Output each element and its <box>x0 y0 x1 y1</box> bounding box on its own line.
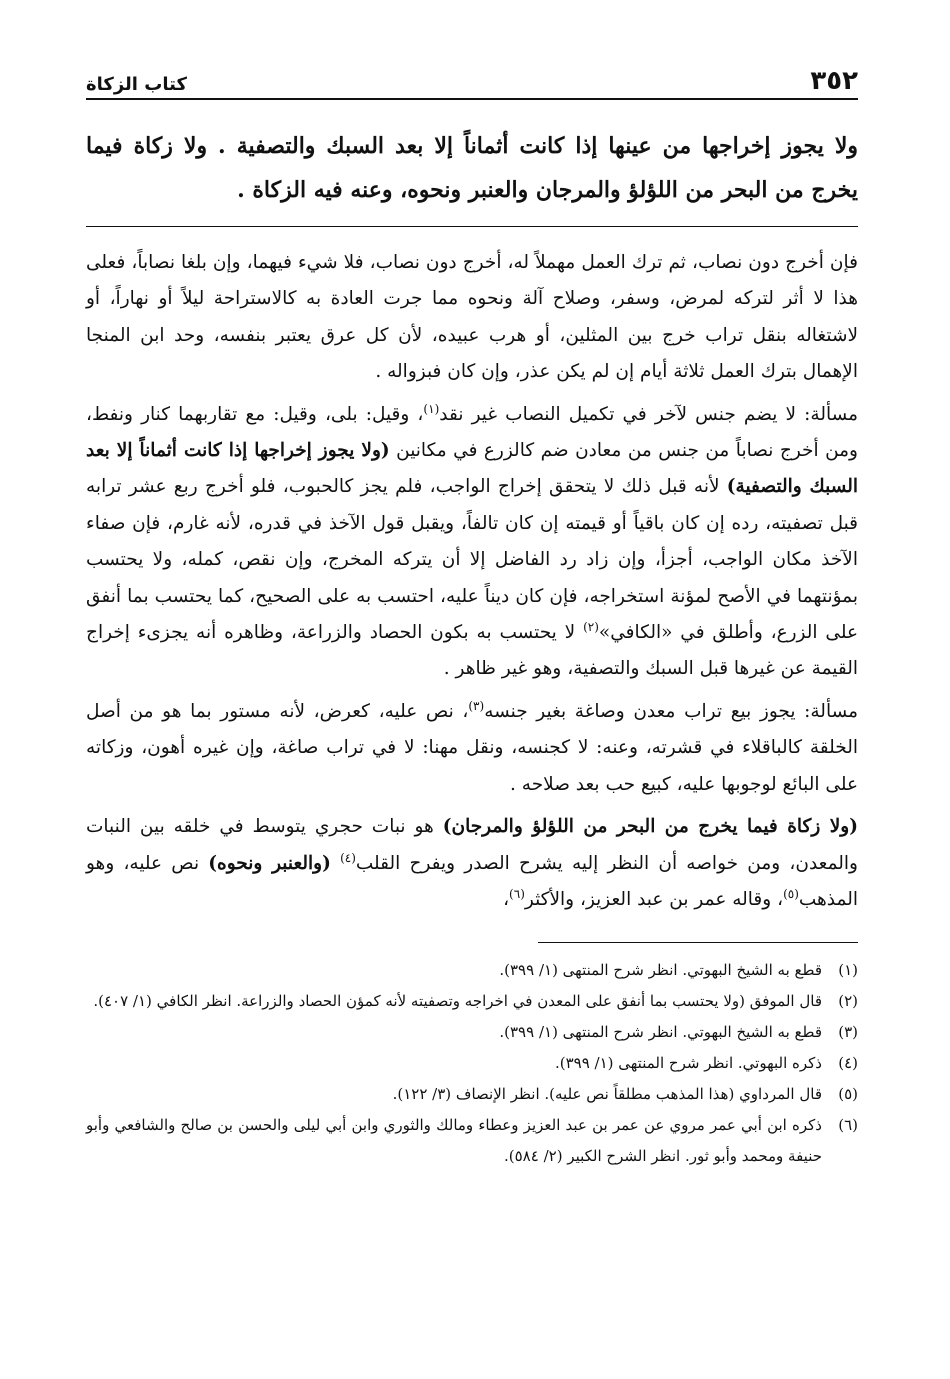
footnote-number: (٢) <box>838 992 858 1011</box>
footnote-item <box>86 1048 858 1079</box>
book-title: كتاب الزكاة <box>86 74 187 95</box>
matn-separator <box>86 226 858 227</box>
p4-text-c: ، وقاله عمر بن عبد العزيز، والأكثر <box>524 888 784 910</box>
p4-matn-quote-1: (ولا زكاة فيما يخرج من البحر من اللؤلؤ والمرجان) <box>442 816 858 838</box>
footnote-ref-5[interactable]: (٥) <box>783 886 799 901</box>
page <box>86 60 858 1172</box>
footnote-item <box>86 1110 858 1172</box>
commentary <box>86 245 858 918</box>
footnote-ref-4[interactable]: (٤) <box>340 850 356 865</box>
p4-text-d: ، <box>503 888 510 910</box>
p2-text-d: لا يحتسب به بكون الحصاد والزراعة، وظاهره أنه يجزىء إخراج القيمة عن غيرها قبل السبك والتصفية، وهو غير ظاهر . <box>86 622 858 680</box>
p3-text-b: ، نص عليه، كعرض، لأنه مستور بما هو من أصل الخلقة كالباقلاء في قشرته، وعنه: لا كجنسه، ونقل مهنا: لا في تراب صاغة، وإن غيره أهون، وزكاته على البائع لوجوبها عليه، كبيع حب بعد صلاحه . <box>86 700 858 795</box>
footnote-item <box>86 986 858 1017</box>
footnote-ref-2[interactable]: (٢) <box>583 619 599 634</box>
footnote-text: ذكره ابن أبي عمر مروي عن عمر بن عبد العزيز وعطاء ومالك والثوري وابن أبي ليلى والحسن بن صالح والشافعي وأبو حنيفة ومحمد وأبو ثور. انظر الشرح الكبير (٢/ ٥٨٤). <box>86 1116 822 1166</box>
footnote-text: قطع به الشيخ البهوتي. انظر شرح المنتهى (١/ ٣٩٩). <box>499 961 822 980</box>
p4-text-a: هو نبات حجري يتوسط في خلقه بين النبات والمعدن، ومن خواصه أن النظر إليه يشرح الصدر ويفرح القلب <box>86 816 858 874</box>
matn-text: ولا يجوز إخراجها من عينها إذا كانت أثماناً إلا بعد السبك والتصفية . ولا زكاة فيما يخرج من البحر من اللؤلؤ والمرجان والعنبر ونحوه، وعنه فيه الزكاة . <box>86 133 858 203</box>
p4-matn-quote-2: (والعنبر ونحوه) <box>208 852 331 874</box>
footnote-number: (٣) <box>838 1023 858 1042</box>
footnote-text: قال الموفق (ولا يحتسب بما أنفق على المعدن في اخراجه وتصفيته لأنه كمؤن الحصاد والزراعة. انظر الكافي (١/ ٤٠٧). <box>93 992 822 1011</box>
footnote-ref-1[interactable]: (١) <box>423 401 440 416</box>
commentary-paragraph-1: فإن أخرج دون نصاب، ثم ترك العمل مهملاً له، أخرج دون نصاب، فلا شيء فيهما، وإن بلغا نصاباً، فعلى هذا لا أثر لتركه لمرض، وسفر، وصلاح آلة ونحوه مما جرت العادة به كالاستراحة ليلاً أو نهاراً، أو لاشتغاله بنقل تراب خرج بين المثلين، أو هرب عبيده، لأن كل عرق يعتبر بنفسه، وحد ابن المنجا الإهمال بترك العمل ثلاثة أيام إن لم يكن عذر، وإن كان فبزواله . <box>86 252 858 383</box>
footnotes <box>86 955 858 1172</box>
p4-text-b: نص عليه، وهو المذهب <box>86 852 858 910</box>
footnote-number: (٤) <box>838 1054 858 1073</box>
footnote-separator <box>538 942 858 943</box>
p2-matn-quote: (ولا يجوز إخراجها إذا كانت أثماناً إلا بعد السبك والتصفية) <box>86 440 859 498</box>
footnote-number: (٦) <box>838 1116 858 1135</box>
commentary-paragraph-4 <box>86 809 858 918</box>
footnote-text: ذكره البهوتي. انظر شرح المنتهى (١/ ٣٩٩). <box>554 1054 822 1073</box>
footnote-ref-3[interactable]: (٣) <box>468 698 485 713</box>
p3-text-a: مسألة: يجوز بيع تراب معدن وصاغة بغير جنسه <box>484 700 858 722</box>
footnote-item <box>86 955 858 986</box>
p4-space <box>331 853 340 874</box>
footnote-number: (٥) <box>838 1085 858 1104</box>
footnote-ref-6[interactable]: (٦) <box>509 886 525 901</box>
footnote-text: قطع به الشيخ البهوتي. انظر شرح المنتهى (١/ ٣٩٩). <box>499 1023 822 1042</box>
commentary-paragraph-2 <box>86 397 858 688</box>
footnote-text: قال المرداوي (هذا المذهب مطلقاً نص عليه). انظر الإنصاف (٣/ ١٢٢). <box>392 1085 822 1104</box>
page-number: ٣٥٢ <box>810 66 858 96</box>
p2-text-a: مسألة: لا يضم جنس لآخر في تكميل النصاب غير نقد <box>439 403 859 425</box>
commentary-paragraph-3 <box>86 694 858 803</box>
p2-text-b: ، وقيل: بلى، وقيل: مع تقاربهما كنار ونفط، ومن أخرج نصاباً من جنس من معادن ضم كالزرع في مكانين <box>86 403 858 462</box>
running-header <box>86 60 858 100</box>
p2-text-c: لأنه قبل ذلك لا يتحقق إخراج الواجب، فلم يجز كالحبوب، فلو أخرج ربع عشر ترابه قبل تصفيته، رده إن كان باقياً أو قيمته إن كان تالفاً، ويقبل قول الآخذ في قدره، لأنه غارم، فإن صفاء الآخذ مكان الواجب، أجزأ، وإن زاد رد الفاضل إلا أن يتركه المخرج، وإن نقص، كمله، ولا يحتسب بمؤنتهما في الأصح لمؤنة استخراجه، فإن كان ديناً عليه، احتسب به على الصحيح، كما يحتسب بما أنفق على الزرع، وأطلق في «الكافي» <box>86 476 858 644</box>
footnote-number: (١) <box>838 961 858 980</box>
footnote-item <box>86 1017 858 1048</box>
footnote-item <box>86 1079 858 1110</box>
